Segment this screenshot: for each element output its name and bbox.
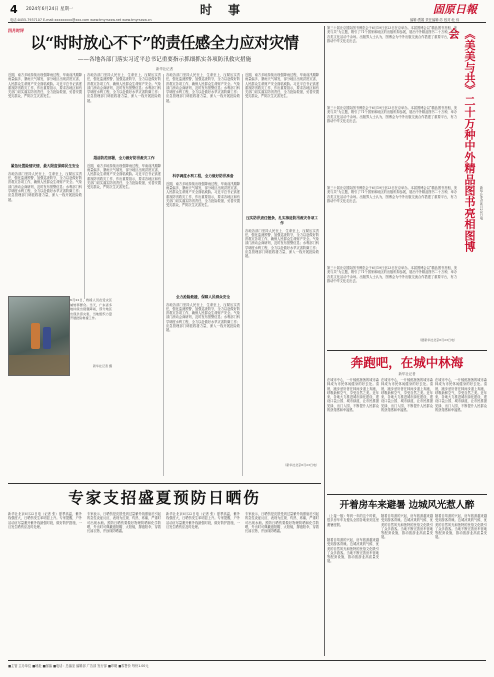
header-editors: 编辑:贾娟 责任编辑:苏 校对:杜 伟 xyxy=(410,18,460,22)
photo-figure xyxy=(31,323,40,349)
article-subhead-3: 科学调度水利工程，全力做好防汛准备 xyxy=(172,174,234,178)
article-subhead: ——各地各部门落实习近平总书记重要指示抓细抓实各项防汛救灾措施 xyxy=(77,57,252,63)
photo-water xyxy=(9,355,69,375)
right-bottom-column-1 xyxy=(327,514,379,654)
bottom-body: 新华社北京6月22日电（记者 张）夏季高温，紫外线强度大，日晒伤发生率明显上升。专家提醒，户外活动应尽量避开紫外线最强时段，做好防护措施，一旦发生晒伤应及时处理。 xyxy=(166,512,240,529)
article-kicker: 四月时评 xyxy=(8,28,24,33)
article-subhead-2: 超前防范部署，全力做好防汛救灾工作 xyxy=(93,156,155,160)
article-column-1 xyxy=(8,73,82,478)
right-bottom-column-3 xyxy=(435,514,487,654)
right-middle-article xyxy=(327,353,487,493)
footer-text: ■主管 主办单位 ■地址 ■邮编 ■电话：总编室 编辑部 广告部 发行部 ■印刷 ■零售价 每份1.00元 xyxy=(8,664,149,668)
right-top-body: 第三十届北京国际图书博览会于6月19日至23日在京举办。本届图博会以“精品图书亮相，美美与共”为主题，吸引了71个国家和地区的出版机构参展，展出中外精品图书二十万种，举办各类文化活动千余场。出版界人士认为，图博会为中外出版交流合作搭建了重要平台，有力推动中华文化走出去。 xyxy=(327,186,457,203)
article-subhead-5: 压实防汛责任链条，扎实推进防汛救灾各项工作 xyxy=(246,216,318,225)
section-divider xyxy=(8,483,321,484)
article-byline: 新华社记者 xyxy=(156,67,173,71)
right-middle-column-2 xyxy=(381,378,433,490)
right-top-body: 第三十届北京国际图书博览会于6月19日至23日在京举办。本届图博会以“精品图书亮相，美美与共”为主题，吸引了71个国家和地区的出版机构参展，展出中外精品图书二十万种，举办各类文化活动千余场。出版界人士认为，图博会为中外出版交流合作搭建了重要平台，有力推动中华文化走出去。 xyxy=(327,106,457,123)
article-body-text: 各地各部门坚持人民至上、生命至上，压紧压实责任，强化监测预警，加强巡查防守，全力以赴做好防汛救灾各项工作，确保人民群众生命财产安全。气象部门滚动会商研判，及时发布预警信息；水利部门科学调度水利工程，全力以赴做好水旱灾害防御工作；应急管理部门调派救援力量，深入一线开展抢险救援。 xyxy=(166,302,240,333)
right-top-vertical-byline: 新华社北京6月23日电 xyxy=(479,186,483,220)
article-body-text: 近期，南方多地持续出现强降雨过程，华南前汛期降雨量偏多，暴雨天气频发，部分地区出现洪涝灾害，人民群众生命财产安全面临威胁。习近平总书记高度重视防汛救灾工作，作出重要指示，要求各地区和有关部门切实落实防汛责任，全力抢险救援，妥善安置受灾群众，严防次生灾害发生。 xyxy=(245,73,319,99)
photo-caption-box xyxy=(70,298,112,376)
right-middle-column-3 xyxy=(435,378,487,490)
photo-credit: 新华社记者 摄 xyxy=(93,364,112,368)
article-subhead-1: 紧急处置险情灾情，最大限度保障民生安全 xyxy=(10,164,80,168)
right-middle-body: 在城市中心，一片郁郁葱葱的城市森林成为市民休闲健身的好去处。清晨，跑步爱好者在林间步道上奔跑，呼吸新鲜空气，享受自然之美。近年来，各地大力推进城市绿化建设，建设口袋公园、城市绿道，让市民推窗见绿、出门入园，不断提升人民群众的获得感和幸福感。 xyxy=(327,378,379,413)
article-body-text: 各地各部门坚持人民至上、生命至上，压紧压实责任，强化监测预警，加强巡查防守，全力以赴做好防汛救灾各项工作，确保人民群众生命财产安全。气象部门滚动会商研判，及时发布预警信息；水利部门科学调度水利工程，全力以赴做好水旱灾害防御工作；应急管理部门调派救援力量，深入一线开展抢险救援。 xyxy=(245,228,319,259)
page-number: 4 xyxy=(10,3,18,16)
bottom-body: 专家表示，日晒伤是皮肤受到过量紫外线照射后引起的急性炎症反应，表现为红斑、灼热、疼痛，严重时可出现水疱。预防日晒伤要做好物理防晒和化学防晒，外出时可佩戴遮阳帽、太阳镜，撑遮阳伞，穿着长袖衣物，并涂抹防晒霜。 xyxy=(245,512,319,534)
photo-figure xyxy=(43,327,51,349)
article-body-text: 各地各部门坚持人民至上、生命至上，压紧压实责任，强化监测预警，加强巡查防守，全力以赴做好防汛救灾各项工作，确保人民群众生命财产安全。气象部门滚动会商研判，及时发布预警信息；水利部门科学调度水利工程，全力以赴做好水旱灾害防御工作；应急管理部门调派救援力量，深入一线开展抢险救援。 xyxy=(8,171,82,202)
right-top-footer-note: （据新华社北京6月23日电） xyxy=(418,338,457,342)
right-middle-headline: 奔跑吧，在城中林海 xyxy=(350,355,464,370)
main-article xyxy=(8,26,321,481)
article-headline: 以“时时放心不下”的责任感全力应对灾情 xyxy=(30,34,299,52)
section-divider xyxy=(327,350,487,351)
right-bottom-headline: 开着房车来避暑 边城风光惹人醉 xyxy=(339,500,475,511)
article-body-text: 近期，南方多地持续出现强降雨过程，华南前汛期降雨量偏多，暴雨天气频发，部分地区出现洪涝灾害，人民群众生命财产安全面临威胁。习近平总书记高度重视防汛救灾工作，作出重要指示，要求各地区和有关部门切实落实防汛责任，全力抢险救援，妥善安置受灾群众，严防次生灾害发生。 xyxy=(87,163,161,190)
section-divider xyxy=(327,494,487,495)
right-bottom-column-2 xyxy=(381,514,433,654)
right-middle-column-1 xyxy=(327,378,379,490)
article-column-3 xyxy=(166,73,240,478)
bottom-headline: 专家支招盛夏预防日晒伤 xyxy=(68,488,261,507)
right-middle-body: 在城市中心，一片郁郁葱葱的城市森林成为市民休闲健身的好去处。清晨，跑步爱好者在林间步道上奔跑，呼吸新鲜空气，享受自然之美。近年来，各地大力推进城市绿化建设，建设口袋公园、城市绿道，让市民推窗见绿、出门入园，不断提升人民群众的获得感和幸福感。 xyxy=(381,378,433,413)
bottom-column-2 xyxy=(87,512,161,652)
article-subhead-4: 全力抢险救援，保障人民群众安全 xyxy=(176,294,230,299)
bottom-intro: 新华社北京6月22日电（记者 张）夏季高温，紫外线强度大，日晒伤发生率明显上升。专家提醒，户外活动应尽量避开紫外线最强时段，做好防护措施，一旦发生晒伤应及时处理。 xyxy=(8,512,82,529)
page-header xyxy=(0,0,494,24)
section-title: 时 事 xyxy=(200,3,243,17)
right-middle-byline: 新华社记者 xyxy=(398,372,416,376)
right-top-vertical-title: 《美美与共》二十万种中外精品图书亮相图博会 xyxy=(447,28,476,252)
article-lead: 近期，南方多地持续出现强降雨过程，华南前汛期降雨量偏多，暴雨天气频发，部分地区出现洪涝灾害，人民群众生命财产安全面临威胁。习近平总书记高度重视防汛救灾工作，作出重要指示，要求各地区和有关部门切实落实防汛责任，全力抢险救援，妥善安置受灾群众，严防次生灾害发生。 xyxy=(8,73,82,99)
article-column-4 xyxy=(245,73,319,478)
date-edition: 2024年6月24日 星期一 xyxy=(26,7,74,12)
article-body-text: 各地各部门坚持人民至上、生命至上，压紧压实责任，强化监测预警，加强巡查防守，全力以赴做好防汛救灾各项工作，确保人民群众生命财产安全。气象部门滚动会商研判，及时发布预警信息；水利部门科学调度水利工程，全力以赴做好水旱灾害防御工作；应急管理部门调派救援力量，深入一线开展抢险救援。 xyxy=(87,73,161,103)
article-column-2 xyxy=(87,73,161,298)
article-footer-note: （新华社北京6月23日电） xyxy=(283,462,319,467)
header-rule xyxy=(8,22,486,23)
news-photo xyxy=(8,296,70,376)
photo-caption: 6月22日，救援人员在受灾区域转移群众。当天，广东省多地持续出现强降雨，部分地区出现洪涝灾害，当地组织力量开展抢险救援工作。 xyxy=(70,298,112,321)
bottom-column-4 xyxy=(245,512,319,652)
article-body-text: 各地各部门坚持人民至上、生命至上，压紧压实责任，强化监测预警，加强巡查防守，全力以赴做好防汛救灾各项工作，确保人民群众生命财产安全。气象部门滚动会商研判，及时发布预警信息；水利部门科学调度水利工程，全力以赴做好水旱灾害防御工作；应急管理部门调派救援力量，深入一线开展抢险救援。 xyxy=(166,73,240,103)
right-middle-body: 在城市中心，一片郁郁葱葱的城市森林成为市民休闲健身的好去处。清晨，跑步爱好者在林间步道上奔跑，呼吸新鲜空气，享受自然之美。近年来，各地大力推进城市绿化建设，建设口袋公园、城市绿道，让市民推窗见绿、出门入园，不断提升人民群众的获得感和幸福感。 xyxy=(435,378,487,413)
page-footer xyxy=(8,660,486,674)
right-top-body: 第三十届北京国际图书博览会于6月19日至23日在京举办。本届图博会以“精品图书亮相，美美与共”为主题，吸引了71个国家和地区的出版机构参展，展出中外精品图书二十万种，举办各类文化活动千余场。出版界人士认为，图博会为中外出版交流合作搭建了重要平台，有力推动中华文化走出去。 xyxy=(327,26,457,43)
bottom-column-1 xyxy=(8,512,82,652)
footer-rule xyxy=(8,660,486,661)
header-info-line: 电话:0455-7937107 E-mail:xxxxxxxxx@xxx.com www.tmyrsxsw.net www.tmyrsxsw.cn xyxy=(10,18,152,22)
right-top-body: 第三十届北京国际图书博览会于6月19日至23日在京举办。本届图博会以“精品图书亮相，美美与共”为主题，吸引了71个国家和地区的出版机构参展，展出中外精品图书二十万种，举办各类文化活动千余场。出版界人士认为，图博会为中外出版交流合作搭建了重要平台，有力推动中华文化走出去。 xyxy=(327,266,457,283)
bottom-column-3 xyxy=(166,512,240,652)
right-bottom-body: 随着自驾游的兴起，房车旅游越来越受到游客青睐。边城凉爽的气候、优美的自然风光和独特的民俗文化吸引了众多游客。当地不断完善房车营地等配套设施，推动旅游业高质量发展。 xyxy=(327,538,379,564)
bottom-body: 专家表示，日晒伤是皮肤受到过量紫外线照射后引起的急性炎症反应，表现为红斑、灼热、疼痛，严重时可出现水疱。预防日晒伤要做好物理防晒和化学防晒，外出时可佩戴遮阳帽、太阳镜，撑遮阳伞，穿着长袖衣物，并涂抹防晒霜。 xyxy=(87,512,161,534)
bottom-article xyxy=(8,486,321,656)
right-top-article xyxy=(327,26,487,349)
right-top-column-1 xyxy=(327,26,457,346)
right-bottom-body: 随着自驾游的兴起，房车旅游越来越受到游客青睐。边城凉爽的气候、优美的自然风光和独特的民俗文化吸引了众多游客。当地不断完善房车营地等配套设施，推动旅游业高质量发展。 xyxy=(381,514,433,540)
newspaper-logo: 固原日報 xyxy=(433,3,477,16)
page-vertical-divider xyxy=(324,26,325,656)
article-body-text: 近期，南方多地持续出现强降雨过程，华南前汛期降雨量偏多，暴雨天气频发，部分地区出现洪涝灾害，人民群众生命财产安全面临威胁。习近平总书记高度重视防汛救灾工作，作出重要指示，要求各地区和有关部门切实落实防汛责任，全力抢险救援，妥善安置受灾群众，严防次生灾害发生。 xyxy=(166,181,240,208)
right-bottom-intro: （上接一版）每到一年的这个时候，很多房车车友便从全国各地来到这里避暑度假。 xyxy=(327,514,379,527)
right-bottom-article xyxy=(327,497,487,657)
right-bottom-body: 随着自驾游的兴起，房车旅游越来越受到游客青睐。边城凉爽的气候、优美的自然风光和独特的民俗文化吸引了众多游客。当地不断完善房车营地等配套设施，推动旅游业高质量发展。 xyxy=(435,514,487,540)
